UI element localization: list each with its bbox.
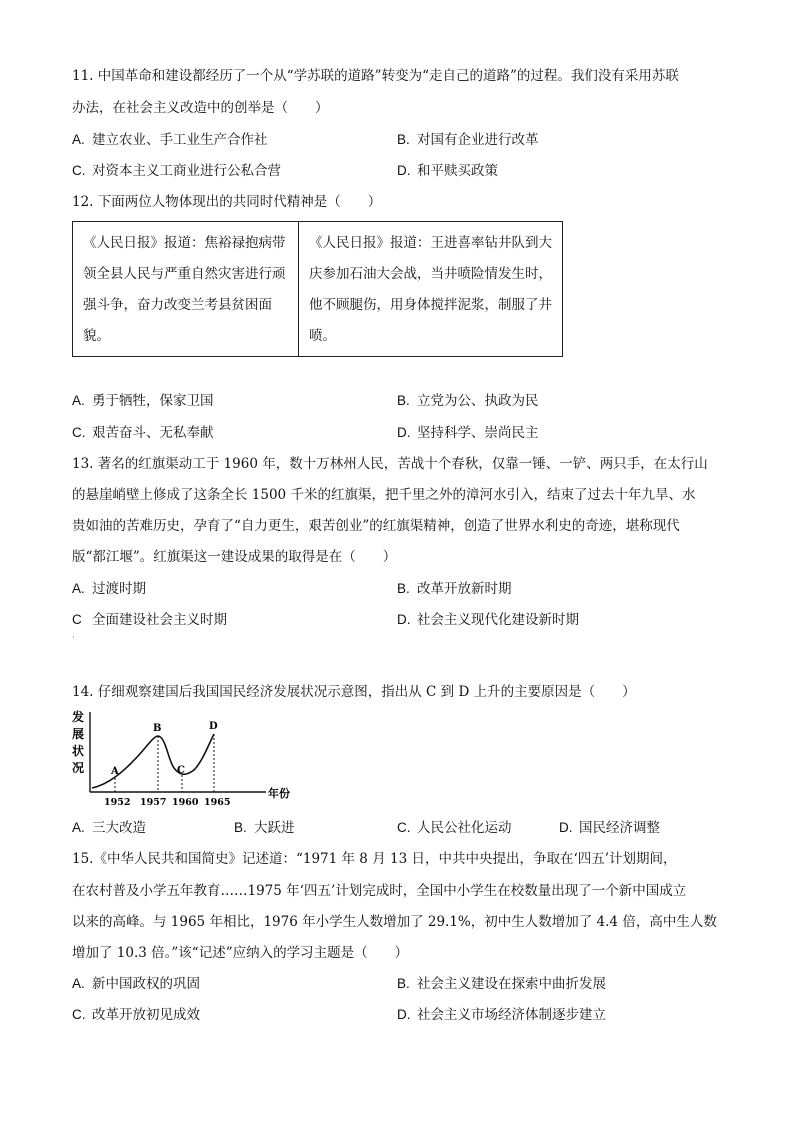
q11-option-d[interactable] xyxy=(397,162,498,180)
q13-option-b[interactable] xyxy=(397,580,512,598)
q14-economy-chart xyxy=(70,708,300,810)
x-axis-label: 年份 xyxy=(268,787,290,800)
option-text: 三大改造 xyxy=(92,820,146,836)
q15-option-d[interactable] xyxy=(397,1006,606,1024)
option-letter: D. xyxy=(397,425,411,440)
option-text: 人民公社化运动 xyxy=(417,820,512,836)
q14-option-a[interactable] xyxy=(72,819,146,837)
option-text: 和平赎买政策 xyxy=(417,163,498,179)
option-text: 国民经济调整 xyxy=(579,820,660,836)
q15-option-b[interactable] xyxy=(397,975,606,993)
option-text: 对资本主义工商业进行公私合营 xyxy=(92,163,281,179)
option-letter: B. xyxy=(397,581,410,596)
q13-option-d[interactable] xyxy=(397,611,579,629)
option-letter: A. xyxy=(72,132,85,147)
x-tick-1965: 1965 xyxy=(204,797,231,808)
option-text: 建立农业、手工业生产合作社 xyxy=(92,132,268,148)
q11-option-a[interactable] xyxy=(72,131,268,149)
option-letter: D. xyxy=(559,820,573,835)
option-text: 勇于牺牲，保家卫国 xyxy=(92,393,214,409)
q15-option-a[interactable] xyxy=(72,975,200,993)
q11-option-c[interactable] xyxy=(72,162,281,180)
y-axis-label-char: 况 xyxy=(72,761,85,775)
q13-stem-line2: 的悬崖峭壁上修成了这条全长 1500 千米的红旗渠，把千里之外的漳河水引入，结束了过去十年九旱、水 xyxy=(72,487,696,503)
q13-stem-line4: 版“都江堰”。红旗渠这一建设成果的取得是在（ ） xyxy=(72,549,397,565)
option-letter: C. xyxy=(397,820,411,835)
option-letter: D. xyxy=(397,1007,411,1022)
option-text: 艰苦奋斗、无私奉献 xyxy=(92,425,214,441)
point-label-d: D xyxy=(209,721,218,732)
option-letter: C. xyxy=(72,163,86,178)
q12-option-c[interactable] xyxy=(72,424,214,442)
q13-option-c[interactable] xyxy=(72,611,227,629)
option-letter: D. xyxy=(397,163,411,178)
option-letter: A. xyxy=(72,976,85,991)
option-letter: B. xyxy=(234,820,247,835)
q13-stem-line1: 13. 著名的红旗渠动工于 1960 年，数十万林州人民，苦战十个春秋，仅靠一锤、一铲、两只手，在太行山 xyxy=(72,456,708,472)
q12-quote-left: 《人民日报》报道：焦裕禄抱病带领全县人民与严重自然灾害进行顽强斗争，奋力改变兰考县贫困面貌。 xyxy=(73,222,299,357)
q14-stem-line1: 14. 仔细观察建国后我国国民经济发展状况示意图，指出从 C 到 D 上升的主要原因是（ ） xyxy=(72,684,636,700)
x-tick-1957: 1957 xyxy=(140,797,167,808)
option-letter: D. xyxy=(397,612,411,627)
option-letter: A. xyxy=(72,393,85,408)
option-text: 改革开放初见成效 xyxy=(92,1007,200,1023)
option-letter: C xyxy=(72,612,82,627)
economy-curve xyxy=(92,734,214,788)
q15-stem-line1: 15.《中华人民共和国简史》记述道：“1971 年 8 月 13 日，中共中央提出，争取在‘四五’计划期间， xyxy=(72,851,677,867)
option-letter: C. xyxy=(72,1007,86,1022)
option-text: 社会主义建设在探索中曲折发展 xyxy=(417,976,606,992)
q12-quote-right: 《人民日报》报道：王进喜率钻井队到大庆参加石油大会战，当井喷险情发生时，他不顾腿伤，用身体搅拌泥浆，制服了井喷。 xyxy=(299,222,563,357)
option-text: 改革开放新时期 xyxy=(417,581,512,597)
y-axis-label-char: 展 xyxy=(72,727,85,741)
q14-option-c[interactable] xyxy=(397,819,512,837)
option-letter: C. xyxy=(72,425,86,440)
option-letter: A. xyxy=(72,820,85,835)
point-label-b: B xyxy=(153,723,162,734)
q15-stem-line3: 以来的高峰。与 1965 年相比，1976 年小学生人数增加了 29.1%，初中生人数增加了 4.4 倍，高中生人数 xyxy=(72,914,717,930)
option-text: 新中国政权的巩固 xyxy=(92,976,200,992)
q15-stem-line2: 在农村普及小学五年教育……1975 年‘四五’计划完成时，全国中小学生在校数量出现了一个新中国成立 xyxy=(72,883,687,899)
q14-option-d[interactable] xyxy=(559,819,660,837)
y-axis-label-char: 发 xyxy=(72,710,85,724)
option-text: 社会主义市场经济体制逐步建立 xyxy=(417,1007,606,1023)
option-text: 大跃进 xyxy=(254,820,295,836)
option-text: 过渡时期 xyxy=(92,581,146,597)
q14-option-b[interactable] xyxy=(234,819,295,837)
q13-option-a[interactable] xyxy=(72,580,146,598)
q12-option-d[interactable] xyxy=(397,424,539,442)
q12-stem-line1: 12. 下面两位人物体现出的共同时代精神是（ ） xyxy=(72,194,382,210)
q12-option-b[interactable] xyxy=(397,392,539,410)
option-letter: A. xyxy=(72,581,85,596)
scan-speck: · xyxy=(72,633,75,642)
q12-option-a[interactable] xyxy=(72,392,214,410)
q15-stem-line4: 增加了 10.3 倍。”该“记述”应纳入的学习主题是（ ） xyxy=(72,945,409,961)
option-letter: B. xyxy=(397,976,410,991)
option-text: 全面建设社会主义时期 xyxy=(92,612,227,628)
point-label-c: C xyxy=(177,765,185,776)
point-label-a: A xyxy=(111,766,119,777)
q11-stem-line2: 办法，在社会主义改造中的创举是（ ） xyxy=(72,100,329,116)
option-text: 对国有企业进行改革 xyxy=(417,132,539,148)
q11-option-b[interactable] xyxy=(397,131,539,149)
option-letter: B. xyxy=(397,132,410,147)
y-axis-label xyxy=(71,709,84,775)
q12-quote-table xyxy=(72,221,563,357)
x-tick-1952: 1952 xyxy=(104,797,131,808)
option-text: 社会主义现代化建设新时期 xyxy=(417,612,579,628)
option-text: 坚持科学、崇尚民主 xyxy=(417,425,539,441)
x-tick-1960: 1960 xyxy=(172,797,199,808)
q11-stem-line1: 11. 中国革命和建设都经历了一个从“学苏联的道路”转变为“走自己的道路”的过程。我们没有采用苏联 xyxy=(72,68,679,84)
q15-option-c[interactable] xyxy=(72,1006,200,1024)
q13-stem-line3: 贵如油的苦难历史，孕育了“自力更生，艰苦创业”的红旗渠精神，创造了世界水利史的奇迹，堪称现代 xyxy=(72,518,680,534)
option-text: 立党为公、执政为民 xyxy=(417,393,539,409)
option-letter: B. xyxy=(397,393,410,408)
y-axis-label-char: 状 xyxy=(72,744,85,758)
